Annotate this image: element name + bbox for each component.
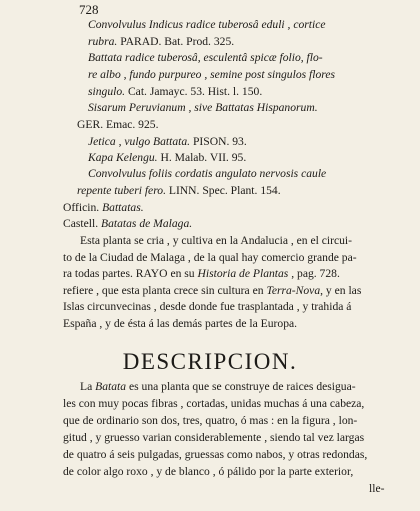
synonym-6-line-1: Convolvulus foliis cordatis angulato nervosis caule xyxy=(88,167,327,180)
paragraph-1-line-3-b: , pag. 728. xyxy=(288,267,340,280)
synonym-2-line-3 xyxy=(88,84,262,99)
paragraph-1-line-4-italic: Terra-Nova xyxy=(266,284,321,297)
paragraph-2-line-4: gitud , y gruesso varian considerablemente , siendo tal vez largas xyxy=(63,431,365,444)
synonym-1-line-2 xyxy=(88,34,234,49)
synonym-2-line-1: Battata radice tuberosâ, esculentâ spicæ folio, flo- xyxy=(88,51,323,64)
castell-name xyxy=(63,216,192,231)
synonym-3-line-1: Sisarum Peruvianum , sive Battatas Hispanorum. xyxy=(88,101,318,114)
paragraph-2-line-1-b: es una planta que se construye de raices desigua- xyxy=(126,380,356,393)
synonym-6-italic: repente tuberi fero. xyxy=(77,184,166,197)
paragraph-1-line-3-italic: Historia de Plantas xyxy=(197,267,289,280)
paragraph-2-line-1-italic: Batata xyxy=(95,380,127,393)
synonym-1-citation: PARAD. Bat. Prod. 325. xyxy=(117,35,235,48)
synonym-4 xyxy=(88,134,247,149)
synonym-5-citation: H. Malab. VII. 95. xyxy=(157,151,247,164)
paragraph-1-line-2: to de la Ciudad de Malaga , de la qual hay comercio grande pa- xyxy=(63,251,357,264)
synonym-4-italic: Jetica , vulgo Battata. xyxy=(88,135,191,148)
paragraph-2-line-3: que de ordinario son dos, tres, quatro, ó mas : en la figura , lon- xyxy=(63,414,358,427)
synonym-4-citation: PISON. 93. xyxy=(190,135,247,148)
paragraph-1-line-1: Esta planta se cria , y cultiva en la Andalucia , en el circui- xyxy=(80,234,353,247)
synonym-2-line-2: re albo , fundo purpureo , semine post singulos flores xyxy=(88,68,336,81)
synonym-5-italic: Kapa Kelengu. xyxy=(88,151,158,164)
page-number: 728 xyxy=(79,2,99,17)
officin-label: Officin. xyxy=(63,201,100,214)
paragraph-1-line-4-b: , y en las xyxy=(320,284,362,297)
paragraph-2-line-1 xyxy=(80,379,356,394)
paragraph-1-line-3-a: ra todas partes. RAYO en su xyxy=(63,267,198,280)
paragraph-2-line-6: de color algo roxo , y de blanco , ó pálido por la parte exterior, xyxy=(63,465,354,478)
paragraph-2-line-5: de quatro á seis pulgadas, gruessas como nabos, y otras redondas, xyxy=(63,448,368,461)
synonym-2-citation: Cat. Jamayc. 53. Hist. l. 150. xyxy=(125,85,263,98)
paragraph-2-line-1-a: La xyxy=(80,380,96,393)
paragraph-1-line-6: España , y de ésta á las demás partes de la Europa. xyxy=(63,317,298,330)
synonym-6-citation: LINN. Spec. Plant. 154. xyxy=(165,184,281,197)
castell-value: Batatas de Malaga. xyxy=(98,217,193,230)
section-heading: DESCRIPCION. xyxy=(122,349,298,374)
paragraph-1-line-4-a: refiere , que esta planta crece sin cultura en xyxy=(63,284,267,297)
synonym-3-line-2: GER. Emac. 925. xyxy=(77,118,159,131)
synonym-1-italic: rubra. xyxy=(88,35,118,48)
synonym-5 xyxy=(88,150,246,165)
paragraph-1-line-4 xyxy=(63,283,361,298)
castell-label: Castell. xyxy=(63,217,99,230)
officin-value: Battatas. xyxy=(99,201,144,214)
synonym-1-line-1: Convolvulus Indicus radice tuberosâ eduli , cortice xyxy=(88,18,326,31)
synonym-6-line-2 xyxy=(77,183,281,198)
officin-name xyxy=(63,200,144,215)
paragraph-2-line-2: les con muy pocas fibras , cortadas, unidas muchas á una cabeza, xyxy=(63,397,365,410)
paragraph-2-line-7: lle- xyxy=(369,482,385,495)
paragraph-1-line-3 xyxy=(63,266,340,281)
synonym-2-italic: singulo. xyxy=(88,85,126,98)
paragraph-1-line-5: Islas circunvecinas , desde donde fue trasplantada , y trahida á xyxy=(63,300,352,313)
